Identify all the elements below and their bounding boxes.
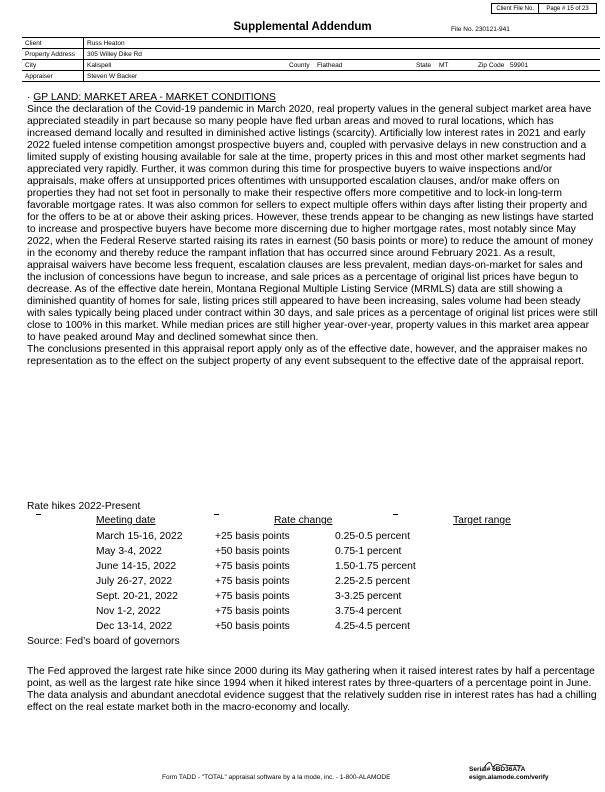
section-title: GP LAND: MARKET AREA - MARKET CONDITIONS	[33, 92, 276, 103]
fed-paragraph: The Fed approved the largest rate hike since 2000 during its May gathering when it raised interest rates by half a percentage point, as well as the largest rate hike since 1994 when it hiked interest rates by three-quarters of a percentage point in June. The data analysis and abundant anecdotal evidence suggest that the relatively sudden rise in interest rates has had a chilling effect on the real estate market both in the macro-economy and locally.	[27, 666, 597, 713]
appraiser-label: Appraiser	[25, 73, 53, 80]
esign-serial	[469, 766, 548, 781]
column-header-target-range: Target range	[453, 515, 511, 526]
row-date: March 15-16, 2022	[96, 531, 183, 542]
row-date: July 26-27, 2022	[96, 576, 173, 587]
row-change: +50 basis points	[215, 621, 290, 632]
zip-value: 59901	[510, 62, 529, 69]
row-range: 3-3.25 percent	[335, 591, 402, 602]
header-row-city	[22, 60, 600, 71]
row-range: 0.25-0.5 percent	[335, 531, 410, 542]
city-value: Kalispell	[87, 62, 112, 69]
client-file-no-box: Client File No.	[491, 3, 539, 14]
zip-label: Zip Code	[478, 62, 505, 69]
rate-table-heading: Rate hikes 2022-Present	[27, 501, 141, 512]
addendum-body	[27, 92, 599, 368]
state-label: State	[416, 62, 432, 69]
page-title: Supplemental Addendum	[233, 21, 372, 33]
row-range: 1.50-1.75 percent	[335, 561, 416, 572]
form-footer: Form TADD - "TOTAL" appraisal software by a la mode, inc. - 1-800-ALAMODE	[162, 774, 391, 781]
row-date: June 14-15, 2022	[96, 561, 177, 572]
county-label: County	[289, 62, 310, 69]
appraiser-value: Steven W Backer	[87, 73, 138, 80]
file-page-boxes	[491, 3, 597, 14]
header-row-address	[22, 49, 600, 60]
market-conditions-paragraph: Since the declaration of the Covid-19 pandemic in March 2020, real property values in the general subject market area have appreciated steadily in part because so many people have fled urban areas and moved to rural locations, which has increased demand locally and resulted in diminished active listings (scarcity). Artificially low interest rates in 2021 and early 2022 fueled intense competition amongst prospective buyers and, coupled with pervasive delays in new construction and a limited supply of existing housing available for sale at the time, property prices in this and most other market segments had appreciated very rapidly. Further, it was common during this time for prospective buyers to waive inspections and/or appraisals, make offers at unsupported prices oftentimes with unsupported escalation clauses, and/or make offers on properties they had not set foot in personally to make their respective offers more competitive and to lock-in long-term favorable mortgage rates. It was also common for sellers to expect multiple offers within days after listing their property and for the offers to be at or above their asking prices. However, these trends appear to be changing as new listings have started to increase and prospective buyers have become more discerning due to higher mortgage rates, most notably since May 2022, when the Federal Reserve started raising its rates in earnest (50 basis points or more) to reduce the amount of money in the economy and thereby reduce the rampant inflation that has occurred since around February 2021. As a result, appraisal waivers have become less frequent, escalation clauses are less prevalent, median days-on-market for sales and the inclusion of concessions have begun to increase, and sale prices as a percentage of original list prices have begun to decrease. As of the effective date herein, Montana Regional Multiple Listing Service (MRMLS) data are still showing a diminished quantity of homes for sale, listing prices still appeared to have been increasing, sales volume had been steady with sales typically being placed under contract within 30 days, and sale prices as a percentage of original list prices were still close to 100% in this market. While median prices are still higher year-over-year, property values in this market area appear to have peaked around May and declined somewhat since then.	[27, 104, 598, 343]
header-row-client	[22, 38, 600, 49]
column-header-meeting-date: Meeting date	[96, 515, 156, 526]
state-value: MT	[439, 62, 449, 69]
row-date: Dec 13-14, 2022	[96, 621, 173, 632]
row-range: 4.25-4.5 percent	[335, 621, 410, 632]
file-number: File No. 230121-941	[451, 26, 510, 33]
row-date: Sept. 20-21, 2022	[96, 591, 178, 602]
row-date: Nov 1-2, 2022	[96, 606, 161, 617]
address-value: 305 Willey Dike Rd	[87, 51, 142, 58]
section-heading: · GP LAND: MARKET AREA - MARKET CONDITIONS	[27, 92, 276, 103]
column-header-rate-change: Rate change	[274, 515, 333, 526]
client-label: Client	[25, 40, 42, 47]
row-change: +75 basis points	[215, 606, 290, 617]
county-value: Flathead	[317, 62, 343, 69]
row-change: +25 basis points	[215, 531, 290, 542]
verify-url: esign.alamode.com/verify	[469, 773, 549, 781]
row-change: +75 basis points	[215, 576, 290, 587]
client-value: Russ Heaton	[87, 40, 125, 47]
serial-number: Serial# 6BD36A7A	[469, 766, 526, 773]
city-label: City	[25, 62, 37, 69]
row-change: +50 basis points	[215, 546, 290, 557]
row-date: May 3-4, 2022	[96, 546, 162, 557]
rate-table-source: Source: Fed’s board of governors	[27, 636, 180, 647]
row-range: 0.75-1 percent	[335, 546, 402, 557]
row-range: 2.25-2.5 percent	[335, 576, 410, 587]
header-row-appraiser	[22, 71, 600, 82]
row-change: +75 basis points	[215, 591, 290, 602]
row-range: 3.75-4 percent	[335, 606, 402, 617]
header-table	[22, 37, 600, 82]
row-change: +75 basis points	[215, 561, 290, 572]
conclusions-paragraph: The conclusions presented in this appraisal report apply only as of the effective date, however, and the appraiser makes no representation as to the effect on the subject property of any event subsequent to the effective date of the appraisal report.	[27, 344, 588, 367]
page-number-box: Page # 15 of 23	[539, 3, 597, 14]
address-label: Property Address	[25, 51, 75, 58]
